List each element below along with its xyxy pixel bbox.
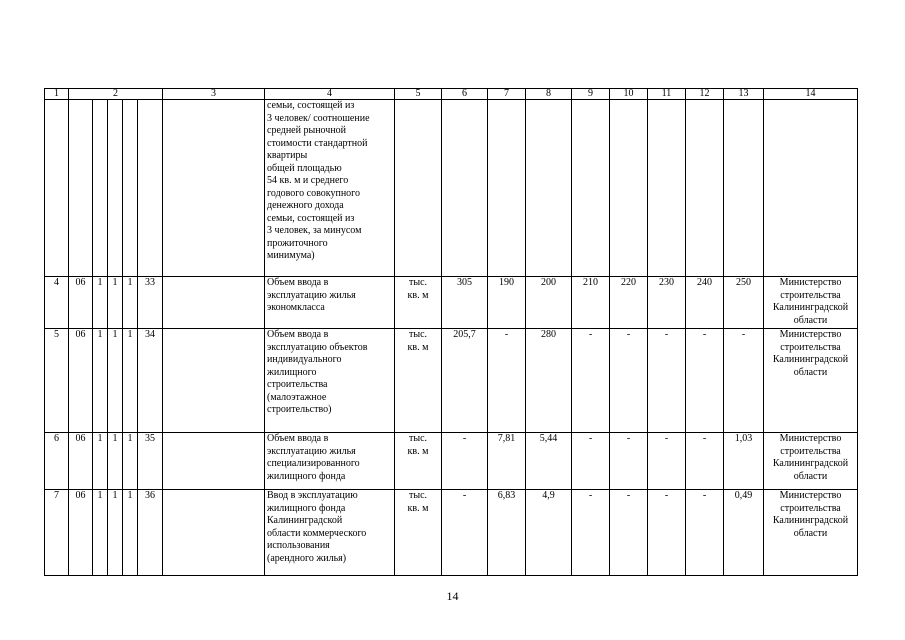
responsible-cell: Министерство строительства Калининградской области bbox=[764, 490, 858, 576]
code-cell: 1 bbox=[93, 277, 108, 329]
indicator-name-continued bbox=[265, 100, 395, 277]
value-cell: - bbox=[442, 490, 488, 576]
header-row bbox=[45, 89, 858, 100]
code-cell: 1 bbox=[108, 490, 123, 576]
responsible-cell: Министерство строительства Калининградской области bbox=[764, 277, 858, 329]
value-cell: - bbox=[648, 433, 686, 490]
value-cell: 205,7 bbox=[442, 329, 488, 433]
empty-cell bbox=[163, 490, 265, 576]
value-cell: 210 bbox=[572, 277, 610, 329]
value-cell: - bbox=[686, 490, 724, 576]
header-cell: 8 bbox=[526, 89, 572, 100]
value-cell: 230 bbox=[648, 277, 686, 329]
code-cell: 06 bbox=[69, 490, 93, 576]
code-cell: 1 bbox=[123, 277, 138, 329]
unit-cell: тыс. кв. м bbox=[395, 433, 442, 490]
value-cell: 305 bbox=[442, 277, 488, 329]
value-cell: - bbox=[572, 490, 610, 576]
unit-cell: тыс. кв. м bbox=[395, 490, 442, 576]
value-cell: - bbox=[686, 433, 724, 490]
row-number-cell: 5 bbox=[45, 329, 69, 433]
table-row bbox=[45, 329, 858, 433]
header-cell: 1 bbox=[45, 89, 69, 100]
header-cell: 2 bbox=[69, 89, 163, 100]
value-cell: 5,44 bbox=[526, 433, 572, 490]
responsible-cell: Министерство строительства Калининградской области bbox=[764, 329, 858, 433]
indicator-name-cell: Ввод в эксплуатацию жилищного фонда Калининградской области коммерческого использования (арендного жилья) bbox=[265, 490, 395, 576]
value-cell: 200 bbox=[526, 277, 572, 329]
header-cell: 6 bbox=[442, 89, 488, 100]
header-cell: 14 bbox=[764, 89, 858, 100]
header-cell: 7 bbox=[488, 89, 526, 100]
row-number-cell: 7 bbox=[45, 490, 69, 576]
value-cell: 1,03 bbox=[724, 433, 764, 490]
table-row bbox=[45, 277, 858, 329]
value-cell: 4,9 bbox=[526, 490, 572, 576]
value-cell: 240 bbox=[686, 277, 724, 329]
value-cell: - bbox=[442, 433, 488, 490]
value-cell: - bbox=[648, 329, 686, 433]
code-cell: 35 bbox=[138, 433, 163, 490]
value-cell: 280 bbox=[526, 329, 572, 433]
header-cell: 5 bbox=[395, 89, 442, 100]
code-cell: 1 bbox=[108, 433, 123, 490]
code-cell: 1 bbox=[123, 329, 138, 433]
code-cell: 1 bbox=[123, 433, 138, 490]
row-number-cell: 4 bbox=[45, 277, 69, 329]
value-cell: - bbox=[572, 329, 610, 433]
indicator-name-cell: Объем ввода в эксплуатацию жилья специализированного жилищного фонда bbox=[265, 433, 395, 490]
code-cell: 06 bbox=[69, 329, 93, 433]
value-cell: 7,81 bbox=[488, 433, 526, 490]
row-number-cell: 6 bbox=[45, 433, 69, 490]
header-cell: 4 bbox=[265, 89, 395, 100]
value-cell: 220 bbox=[610, 277, 648, 329]
code-cell: 34 bbox=[138, 329, 163, 433]
code-cell: 06 bbox=[69, 433, 93, 490]
unit-cell: тыс. кв. м bbox=[395, 277, 442, 329]
value-cell: - bbox=[488, 329, 526, 433]
empty-cell bbox=[163, 433, 265, 490]
code-cell: 1 bbox=[108, 277, 123, 329]
code-cell: 36 bbox=[138, 490, 163, 576]
table-row bbox=[45, 433, 858, 490]
value-cell: - bbox=[610, 329, 648, 433]
empty-cell bbox=[163, 329, 265, 433]
code-cell: 1 bbox=[123, 490, 138, 576]
value-cell: - bbox=[686, 329, 724, 433]
unit-cell: тыс. кв. м bbox=[395, 329, 442, 433]
value-cell: 0,49 bbox=[724, 490, 764, 576]
code-cell: 33 bbox=[138, 277, 163, 329]
responsible-cell: Министерство строительства Калининградской области bbox=[764, 433, 858, 490]
header-cell: 10 bbox=[610, 89, 648, 100]
table-row bbox=[45, 490, 858, 576]
indicator-name-continued-text: семьи, состоящей из 3 человек/ соотношение средней рыночной стоимости стандартной квартиры общей площадью 54 кв. м и среднего годового совокупного денежного дохода семьи, состоящей из 3 человек, за минусом прожиточного минимума) bbox=[267, 100, 370, 261]
value-cell: 250 bbox=[724, 277, 764, 329]
value-cell: - bbox=[610, 433, 648, 490]
empty-cell bbox=[163, 277, 265, 329]
code-cell: 06 bbox=[69, 277, 93, 329]
code-cell: 1 bbox=[93, 433, 108, 490]
value-cell: - bbox=[724, 329, 764, 433]
indicator-name-cell: Объем ввода в эксплуатацию жилья экономкласса bbox=[265, 277, 395, 329]
value-cell: - bbox=[610, 490, 648, 576]
header-cell: 11 bbox=[648, 89, 686, 100]
page-number: 14 bbox=[446, 589, 459, 603]
value-cell: - bbox=[572, 433, 610, 490]
continuation-row bbox=[45, 100, 858, 277]
header-cell: 13 bbox=[724, 89, 764, 100]
code-cell: 1 bbox=[93, 329, 108, 433]
indicator-name-cell: Объем ввода в эксплуатацию объектов индивидуального жилищного строительства (малоэтажное строительство) bbox=[265, 329, 395, 433]
code-cell: 1 bbox=[108, 329, 123, 433]
value-cell: 6,83 bbox=[488, 490, 526, 576]
code-cell: 1 bbox=[93, 490, 108, 576]
header-cell: 3 bbox=[163, 89, 265, 100]
value-cell: 190 bbox=[488, 277, 526, 329]
header-cell: 9 bbox=[572, 89, 610, 100]
value-cell: - bbox=[648, 490, 686, 576]
indicators-table bbox=[44, 88, 858, 576]
header-cell: 12 bbox=[686, 89, 724, 100]
